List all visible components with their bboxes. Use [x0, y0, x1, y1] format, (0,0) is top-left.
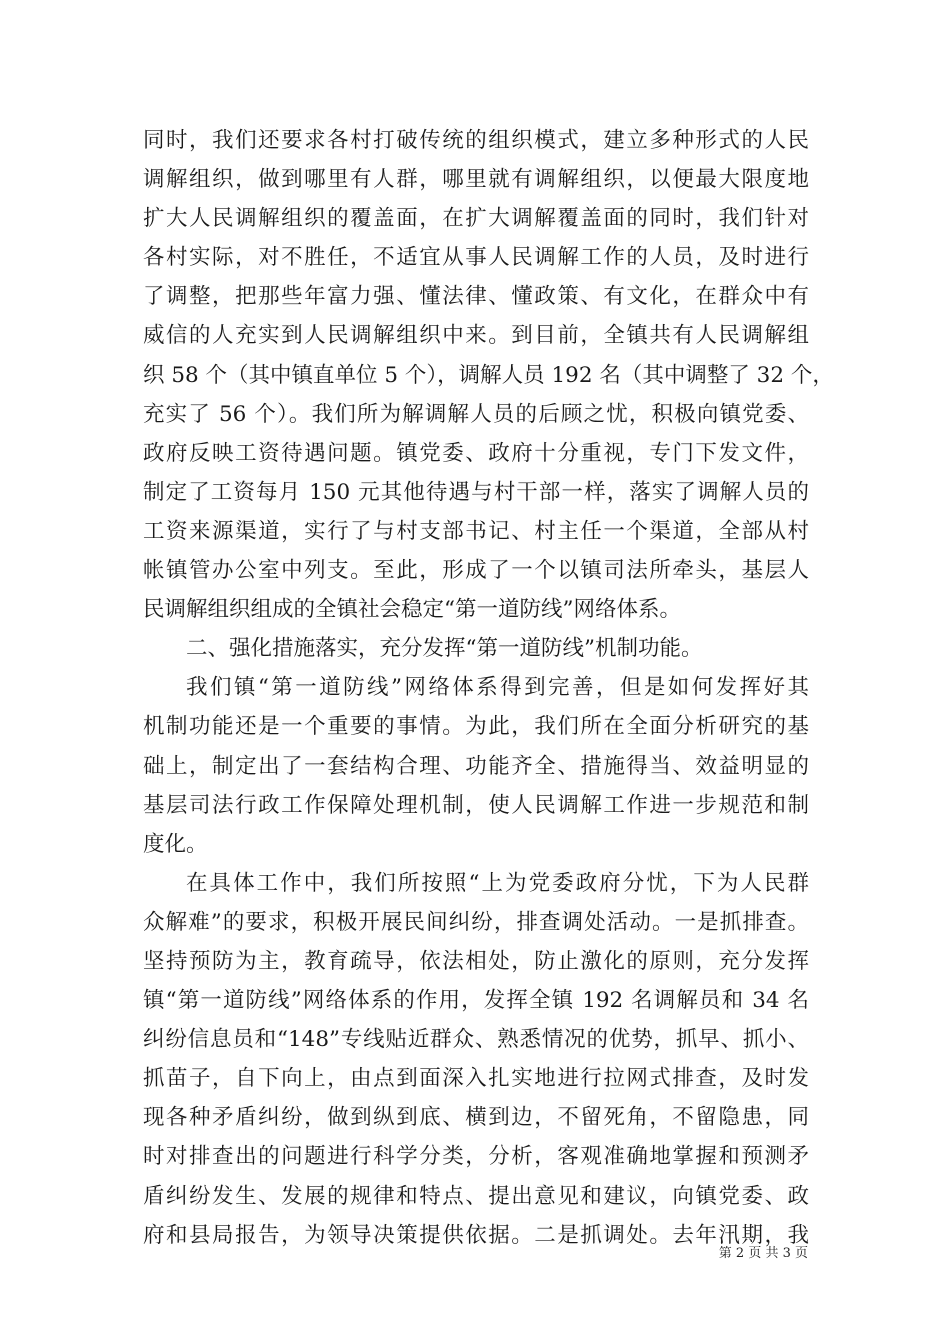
text-line: 现各种矛盾纠纷，做到纵到底、横到边，不留死角，不留隐患，同 — [143, 1105, 809, 1131]
page-number: 第 2 页 共 3 页 — [718, 1246, 808, 1261]
text-line: 调解组织，做到哪里有人群，哪里就有调解组织，以便最大限度地 — [143, 167, 809, 193]
text-line: 机制功能还是一个重要的事情。为此，我们所在全面分析研究的基 — [143, 714, 809, 740]
text-line: 政府反映工资待遇问题。镇党委、政府十分重视，专门下发文件， — [143, 440, 809, 466]
text-line: 充实了 56 个）。我们所为解调解人员的后顾之忧，积极向镇党委、 — [143, 401, 809, 427]
text-line: 二、强化措施落实，充分发挥“第一道防线”机制功能。 — [186, 636, 703, 662]
text-line: 工资来源渠道，实行了与村支部书记、村主任一个渠道，全部从村 — [143, 518, 809, 544]
text-line: 盾纠纷发生、发展的规律和特点、提出意见和建议，向镇党委、政 — [143, 1183, 809, 1209]
text-line: 各村实际，对不胜任，不适宜从事人民调解工作的人员，及时进行 — [143, 245, 809, 271]
text-line: 众解难”的要求，积极开展民间纠纷，排查调处活动。一是抓排查。 — [143, 909, 809, 935]
text-line: 镇“第一道防线”网络体系的作用，发挥全镇 192 名调解员和 34 名 — [143, 988, 809, 1014]
text-line: 同时，我们还要求各村打破传统的组织模式，建立多种形式的人民 — [143, 128, 809, 153]
text-line: 民调解组织组成的全镇社会稳定“第一道防线”网络体系。 — [143, 597, 681, 623]
text-line: 我们镇“第一道防线”网络体系得到完善，但是如何发挥好其 — [186, 675, 809, 701]
text-line: 抓苗子，自下向上，由点到面深入扎实地进行拉网式排查，及时发 — [143, 1066, 809, 1092]
text-line: 坚持预防为主，教育疏导，依法相处，防止激化的原则，充分发挥 — [143, 948, 809, 974]
text-line: 度化。 — [143, 831, 208, 857]
text-line: 了调整，把那些年富力强、懂法律、懂政策、有文化，在群众中有 — [143, 284, 809, 310]
text-line: 础上，制定出了一套结构合理、功能齐全、措施得当、效益明显的 — [143, 753, 809, 779]
text-line: 时对排查出的问题进行科学分类，分析，客观准确地掌握和预测矛 — [143, 1144, 809, 1170]
text-line: 基层司法行政工作保障处理机制，使人民调解工作进一步规范和制 — [143, 792, 809, 818]
text-line: 制定了工资每月 150 元其他待遇与村干部一样，落实了调解人员的 — [143, 479, 809, 505]
text-line: 在具体工作中，我们所按照“上为党委政府分忧，下为人民群 — [186, 870, 809, 896]
text-line: 帐镇管办公室中列支。至此，形成了一个以镇司法所牵头，基层人 — [143, 558, 809, 584]
text-line: 纠纷信息员和“148”专线贴近群众、熟悉情况的优势，抓早、抓小、 — [143, 1027, 809, 1053]
text-line: 织 58 个（其中镇直单位 5 个），调解人员 192 名（其中调整了 32 个， — [143, 362, 834, 388]
text-line: 威信的人充实到人民调解组织中来。到目前，全镇共有人民调解组 — [143, 323, 809, 349]
text-line: 扩大人民调解组织的覆盖面，在扩大调解覆盖面的同时，我们针对 — [143, 206, 809, 232]
text-line: 府和县局报告，为领导决策提供依据。二是抓调处。去年汛期，我 — [143, 1222, 809, 1248]
document-body — [143, 121, 834, 1255]
